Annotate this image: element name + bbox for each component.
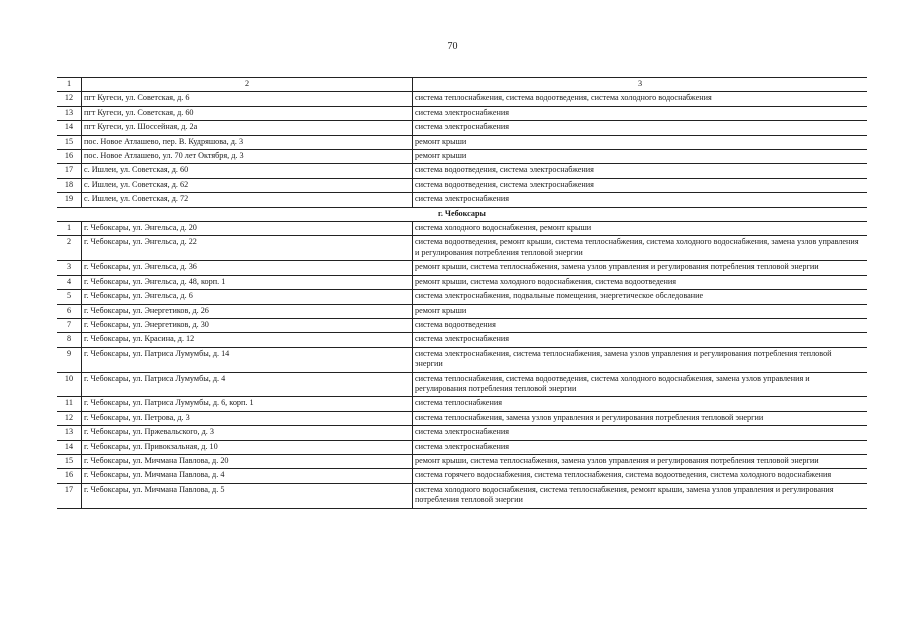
table-row — [57, 150, 867, 164]
section-header-row — [57, 207, 867, 221]
row-works: система электроснабжения — [413, 333, 868, 347]
row-address: г. Чебоксары, ул. Привокзальная, д. 10 — [82, 440, 413, 454]
header-col-2: 2 — [82, 78, 413, 92]
row-number: 12 — [57, 411, 82, 425]
row-number: 6 — [57, 304, 82, 318]
row-number: 2 — [57, 236, 82, 261]
row-address: г. Чебоксары, ул. Патриса Лумумбы, д. 14 — [82, 347, 413, 372]
table-row — [57, 454, 867, 468]
row-address: г. Чебоксары, ул. Энергетиков, д. 30 — [82, 318, 413, 332]
row-works: ремонт крыши, система теплоснабжения, замена узлов управления и регулирования потребления тепловой энергии — [413, 454, 868, 468]
table-row — [57, 261, 867, 275]
row-number: 17 — [57, 483, 82, 508]
row-number: 1 — [57, 222, 82, 236]
section-title: г. Чебоксары — [57, 207, 867, 221]
row-number: 7 — [57, 318, 82, 332]
table-row — [57, 304, 867, 318]
row-address: пгт Кугеси, ул. Шоссейная, д. 2а — [82, 121, 413, 135]
row-number: 13 — [57, 106, 82, 120]
row-works: система водоотведения, система электроснабжения — [413, 164, 868, 178]
page-number: 70 — [447, 41, 458, 52]
row-works: система электроснабжения — [413, 440, 868, 454]
row-number: 4 — [57, 275, 82, 289]
table-row — [57, 333, 867, 347]
row-address: пгт Кугеси, ул. Советская, д. 60 — [82, 106, 413, 120]
table-row — [57, 135, 867, 149]
table-row — [57, 347, 867, 372]
row-works: система холодного водоснабжения, система теплоснабжения, ремонт крыши, замена узлов управления и регулирования потребления тепловой энергии — [413, 483, 868, 508]
row-number: 3 — [57, 261, 82, 275]
row-number: 14 — [57, 440, 82, 454]
row-address: г. Чебоксары, ул. Пржевальского, д. 3 — [82, 426, 413, 440]
row-number: 16 — [57, 469, 82, 483]
table-row — [57, 178, 867, 192]
row-works: ремонт крыши, система холодного водоснабжения, система водоотведения — [413, 275, 868, 289]
row-address: пос. Новое Атлашево, пер. В. Кудряшова, д. 3 — [82, 135, 413, 149]
row-address: г. Чебоксары, ул. Энгельса, д. 48, корп. 1 — [82, 275, 413, 289]
table-row — [57, 121, 867, 135]
row-number: 13 — [57, 426, 82, 440]
table-row — [57, 318, 867, 332]
table-row — [57, 164, 867, 178]
row-number: 11 — [57, 397, 82, 411]
row-address: г. Чебоксары, ул. Энгельса, д. 36 — [82, 261, 413, 275]
header-col-1: 1 — [57, 78, 82, 92]
row-works: система электроснабжения — [413, 193, 868, 207]
table-row — [57, 426, 867, 440]
row-address: г. Чебоксары, ул. Энгельса, д. 20 — [82, 222, 413, 236]
row-address: г. Чебоксары, ул. Энгельса, д. 6 — [82, 290, 413, 304]
table-row — [57, 275, 867, 289]
row-works: система водоотведения — [413, 318, 868, 332]
row-address: г. Чебоксары, ул. Мичмана Павлова, д. 20 — [82, 454, 413, 468]
table-row — [57, 469, 867, 483]
row-address: г. Чебоксары, ул. Энгельса, д. 22 — [82, 236, 413, 261]
works-table-body — [57, 78, 867, 509]
row-works: система электроснабжения, подвальные помещения, энергетическое обследование — [413, 290, 868, 304]
table-row — [57, 92, 867, 106]
table-row — [57, 193, 867, 207]
row-works: система электроснабжения — [413, 106, 868, 120]
table-row — [57, 440, 867, 454]
row-works: система горячего водоснабжения, система теплоснабжения, система водоотведения, система холодного водоснабжения — [413, 469, 868, 483]
row-number: 15 — [57, 135, 82, 149]
row-works: система теплоснабжения — [413, 397, 868, 411]
row-works: система теплоснабжения, замена узлов управления и регулирования потребления тепловой энергии — [413, 411, 868, 425]
row-address: с. Ишлеи, ул. Советская, д. 60 — [82, 164, 413, 178]
row-address: пгт Кугеси, ул. Советская, д. 6 — [82, 92, 413, 106]
row-address: г. Чебоксары, ул. Патриса Лумумбы, д. 6, корп. 1 — [82, 397, 413, 411]
table-row — [57, 397, 867, 411]
table-row — [57, 290, 867, 304]
row-works: система водоотведения, ремонт крыши, система теплоснабжения, система холодного водоснабжения, замена узлов управления и регулирования потребления тепловой энергии — [413, 236, 868, 261]
table-row — [57, 222, 867, 236]
table-row — [57, 372, 867, 397]
row-number: 12 — [57, 92, 82, 106]
table-row — [57, 236, 867, 261]
row-number: 14 — [57, 121, 82, 135]
row-address: г. Чебоксары, ул. Петрова, д. 3 — [82, 411, 413, 425]
row-address: с. Ишлеи, ул. Советская, д. 62 — [82, 178, 413, 192]
table-row — [57, 483, 867, 508]
row-number: 18 — [57, 178, 82, 192]
table-row — [57, 411, 867, 425]
row-address: г. Чебоксары, ул. Красина, д. 12 — [82, 333, 413, 347]
works-table — [57, 77, 867, 509]
row-address: г. Чебоксары, ул. Мичмана Павлова, д. 5 — [82, 483, 413, 508]
table-row — [57, 106, 867, 120]
row-number: 10 — [57, 372, 82, 397]
row-works: система водоотведения, система электроснабжения — [413, 178, 868, 192]
row-works: система электроснабжения — [413, 426, 868, 440]
row-works: ремонт крыши — [413, 150, 868, 164]
row-number: 15 — [57, 454, 82, 468]
row-number: 19 — [57, 193, 82, 207]
row-works: ремонт крыши — [413, 135, 868, 149]
row-address: с. Ишлеи, ул. Советская, д. 72 — [82, 193, 413, 207]
row-works: система холодного водоснабжения, ремонт крыши — [413, 222, 868, 236]
row-works: ремонт крыши, система теплоснабжения, замена узлов управления и регулирования потребления тепловой энергии — [413, 261, 868, 275]
row-works: ремонт крыши — [413, 304, 868, 318]
row-address: пос. Новое Атлашево, ул. 70 лет Октября, д. 3 — [82, 150, 413, 164]
row-number: 16 — [57, 150, 82, 164]
row-number: 5 — [57, 290, 82, 304]
header-col-3: 3 — [413, 78, 868, 92]
row-number: 17 — [57, 164, 82, 178]
row-works: система теплоснабжения, система водоотведения, система холодного водоснабжения, замена узлов управления и регулирования потребления тепловой энергии — [413, 372, 868, 397]
row-address: г. Чебоксары, ул. Патриса Лумумбы, д. 4 — [82, 372, 413, 397]
table-header-row — [57, 78, 867, 92]
row-works: система электроснабжения — [413, 121, 868, 135]
row-number: 9 — [57, 347, 82, 372]
row-address: г. Чебоксары, ул. Мичмана Павлова, д. 4 — [82, 469, 413, 483]
row-number: 8 — [57, 333, 82, 347]
row-address: г. Чебоксары, ул. Энергетиков, д. 26 — [82, 304, 413, 318]
row-works: система теплоснабжения, система водоотведения, система холодного водоснабжения — [413, 92, 868, 106]
row-works: система электроснабжения, система теплоснабжения, замена узлов управления и регулирования потребления тепловой энергии — [413, 347, 868, 372]
